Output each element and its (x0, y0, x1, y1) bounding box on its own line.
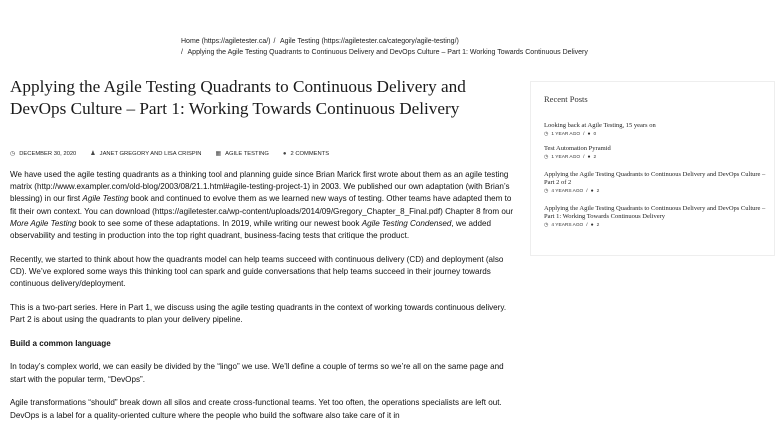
paragraph-text: , we added observability and testing in production into the top right quadrant, business-facing tests that critique the product. (10, 218, 492, 241)
section-heading-text: Build a common language (10, 338, 111, 348)
clock-icon: ◷ (544, 154, 549, 160)
recent-post-comments[interactable]: 0 (593, 132, 597, 137)
comment-icon: ● (590, 188, 594, 194)
recent-post-age: 4 YEARS AGO (551, 223, 584, 228)
comment-icon: ● (587, 154, 591, 160)
recent-post-link[interactable]: Looking back at Agile Testing, 15 years on (544, 122, 656, 129)
section-heading (10, 338, 518, 350)
book-title: More Agile Testing (10, 218, 77, 228)
paragraph-text: We have used the agile testing quadrants as a thinking tool and planning guide since Brian Marick first wrote about them as an agile testing matrix (http://www.exampler.com/old-blog/2003/08/21.1.html#agile-testing-project-1) in 2003. We published our own adaptation (with Brian’s blessing) in our first (10, 170, 510, 204)
recent-post-link[interactable]: Test Automation Pyramid (544, 145, 611, 152)
recent-post-item (544, 122, 766, 138)
recent-post-age: 1 YEAR AGO (551, 132, 581, 137)
recent-post-comments[interactable]: 2 (596, 189, 600, 194)
paragraph-text: book and continued to evolve them as we learned new ways of testing. Other teams have adapted them to fit their own context. You can download (https://agiletester.ca/wp-content/uploads/2014/09/Gregory_Chapter_8_Final.pdf) Chapter 8 from our (10, 194, 514, 216)
recent-post-meta: ◷ 4 YEARS AGO / ● 2 (544, 222, 600, 228)
post-authors[interactable]: JANET GREGORY AND LISA CRISPIN (99, 150, 202, 157)
breadcrumb-home-link[interactable]: Home (https://agiletester.ca/) (181, 38, 271, 45)
comment-icon: ● (282, 150, 287, 157)
book-title: Agile Testing Condensed (361, 218, 452, 228)
recent-post-link[interactable]: Applying the Agile Testing Quadrants to Continuous Delivery and DevOps Culture – Part 2 of 2 (544, 171, 766, 186)
person-icon: ♟ (90, 151, 96, 157)
recent-post-item (544, 205, 766, 229)
article-paragraph: Agile transformations “should” break down all silos and create cross-functional teams. Yet too often, the operations specialists are left out. DevOps is a label for a quality-oriented culture where the people who build the software also take care of it in (10, 398, 502, 420)
paragraph-text: book to see some of these adaptations. In 2019, while writing our newest book (76, 218, 362, 228)
breadcrumb-category-link[interactable]: Agile Testing (https://agiletester.ca/category/agile-testing/) (280, 38, 459, 45)
article-paragraph: In today’s complex world, we can easily be divided by the “lingo” we use. We’ll define a couple of terms so we’re all on the same page and start with the popular term, “DevOps”. (10, 362, 504, 384)
recent-posts-heading: Recent Posts (544, 94, 588, 104)
article-paragraph: This is a two-part series. Here in Part 1, we discuss using the agile testing quadrants in the context of working towards continuous delivery. Part 2 is about using the quadrants to plan your delivery pipeline. (10, 302, 507, 325)
article-paragraph: Recently, we started to think about how the quadrants model can help teams succeed with continuous delivery (CD) and deployment (also CD). We’ve explored some ways this thinking tool can spark and guide conversations that help teams succeed in their journey towards continuous delivery/deployment. (10, 254, 504, 289)
recent-post-link[interactable]: Applying the Agile Testing Quadrants to Continuous Delivery and DevOps Culture – Part 1: Working Towards Continuous Delivery (544, 205, 766, 220)
folder-icon: ▦ (215, 151, 222, 157)
breadcrumb-current: Applying the Agile Testing Quadrants to Continuous Delivery and DevOps Culture – Part 1: Working Towards Continuous Delivery (187, 48, 588, 56)
article-paragraph (10, 169, 518, 242)
post-meta (10, 150, 329, 157)
comment-icon: ● (587, 131, 591, 137)
recent-posts-widget (530, 81, 775, 256)
book-title: Agile Testing (82, 194, 129, 204)
post-date[interactable]: DECEMBER 30, 2020 (19, 150, 77, 157)
recent-post-meta: ◷ 1 YEAR AGO / ● 2 (544, 154, 597, 160)
recent-post-comments[interactable]: 2 (596, 223, 600, 228)
recent-post-age: 4 YEARS AGO (551, 189, 584, 194)
post-comments[interactable]: 2 COMMENTS (290, 150, 330, 157)
recent-post-comments[interactable]: 2 (593, 155, 597, 160)
breadcrumb-separator: / (181, 48, 183, 56)
clock-icon: ◷ (544, 131, 549, 137)
breadcrumb (181, 37, 601, 58)
article-content (10, 169, 518, 433)
recent-post-meta: ◷ 4 YEARS AGO / ● 2 (544, 188, 600, 194)
post-category[interactable]: AGILE TESTING (225, 150, 269, 157)
clock-icon: ◷ (544, 222, 549, 228)
recent-post-item (544, 171, 766, 195)
breadcrumb-separator: / (273, 38, 276, 45)
clock-icon: ◷ (10, 151, 16, 157)
comment-icon: ● (590, 222, 594, 228)
recent-post-meta: ◷ 1 YEAR AGO / ● 0 (544, 131, 597, 137)
recent-post-age: 1 YEAR AGO (551, 155, 581, 160)
clock-icon: ◷ (544, 188, 549, 194)
recent-post-item (544, 145, 766, 161)
page-title: Applying the Agile Testing Quadrants to Continuous Delivery and DevOps Culture – Part 1: Working Towards Continuous Delivery (10, 77, 466, 118)
